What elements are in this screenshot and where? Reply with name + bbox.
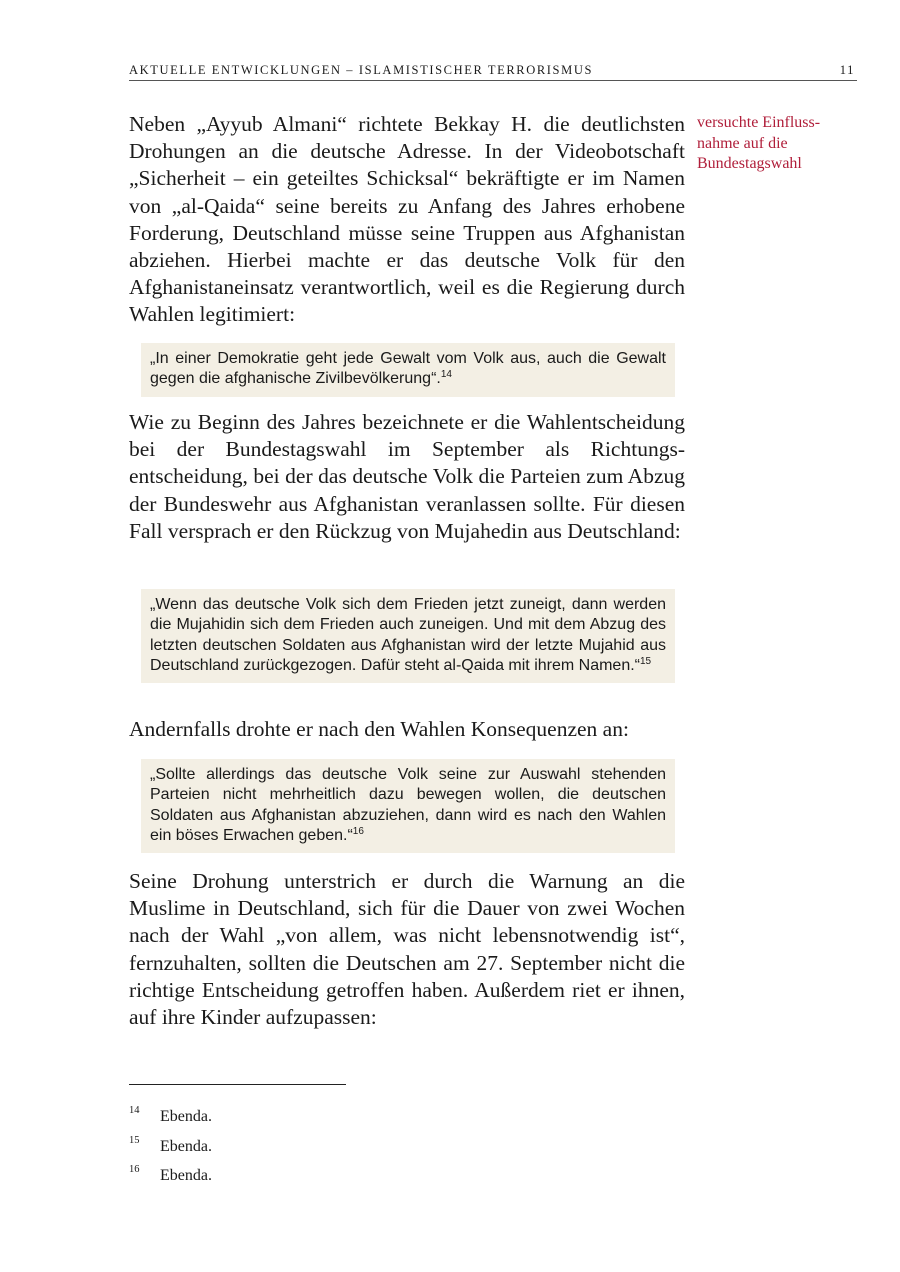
margin-note: versuchte Einfluss-nahme auf die Bundestagswahl <box>697 114 821 172</box>
quote-text: „Sollte allerdings das deutsche Volk seine zur Auswahl stehenden Parteien nicht mehrheitlich dazu bewegen wollen, die deutschen Soldaten aus Afghanistan abzuziehen, dann wird es nach den Wahlen ein böses Erwachen geben.“ <box>150 766 666 844</box>
footnote-number: 16 <box>129 1164 140 1175</box>
paragraph-text: Wie zu Beginn des Jahres bezeichnete er die Wahlentscheidung bei der Bundestagswahl im September als Richtungsentscheidung, bei der das deutsche Volk die Parteien zum Abzug der Bundeswehr aus Afghanistan veranlassen sollte. Für diesen Fall versprach er den Rückzug von Mujahedin aus Deutschland: <box>129 410 685 543</box>
paragraph-text: Seine Drohung unterstrich er durch die Warnung an die Muslime in Deutschland, sich für die Dauer von zwei Wochen nach der Wahl „von allem, was nicht lebensnotwendig ist“, fernzuhalten, sollten die Deutschen am 27. September nicht die richtige Entscheidung getroffen haben. Außerdem riet er ihnen, auf ihre Kinder aufzupassen: <box>129 869 685 1030</box>
footnote-text: Ebenda. <box>160 1108 212 1125</box>
paragraph-text: Andernfalls drohte er nach den Wahlen Konsequenzen an: <box>129 717 629 741</box>
quote-text: „Wenn das deutsche Volk sich dem Frieden jetzt zuneigt, dann werden die Mujahidin sich dem Frieden auch zuneigen. Und mit dem Abzug des letzten deutschen Soldaten aus Afghanistan wird der letzte Mujahid aus Deutschland zurückgezogen. Dafür steht al-Qaida mit ihrem Namen.“ <box>150 596 666 674</box>
paragraph-1 <box>129 111 685 329</box>
running-header <box>129 62 857 81</box>
footnote-text: Ebenda. <box>160 1167 212 1184</box>
quote-text: „In einer Demokratie geht jede Gewalt vom Volk aus, auch die Gewalt gegen die afghanische Zivilbevölkerung“. <box>150 350 666 388</box>
blockquote-2 <box>141 589 675 683</box>
blockquote-3 <box>141 759 675 853</box>
paragraph-2 <box>129 409 685 545</box>
footnote-ref[interactable]: 15 <box>640 655 652 667</box>
footnote-number: 14 <box>129 1105 140 1116</box>
paragraph-3 <box>129 716 685 743</box>
footnote-number: 15 <box>129 1135 140 1146</box>
page-number: 11 <box>839 63 855 77</box>
footnote-ref[interactable]: 14 <box>440 369 452 381</box>
paragraph-text: Neben „Ayyub Almani“ richtete Bekkay H. die deutlichsten Drohungen an die deutsche Adresse. In der Videobotschaft „Sicherheit – ein geteiltes Schicksal“ bekräftigte er im Namen von „al-Qaida“ seine bereits zu Anfang des Jahres erhobene Forderung, Deutschland müsse seine Truppen aus Afghanistan abziehen. Hierbei machte er das deutsche Volk für den Afghanistaneinsatz verantwortlich, weil es die Regierung durch Wahlen legitimiert: <box>129 112 685 327</box>
footnote-ref[interactable]: 16 <box>352 825 364 837</box>
paragraph-4 <box>129 868 685 1031</box>
footnote-text: Ebenda. <box>160 1138 212 1155</box>
header-title: AKTUELLE ENTWICKLUNGEN – ISLAMISTISCHER TERRORISMUS <box>129 63 593 77</box>
footnote-divider <box>129 1084 346 1085</box>
blockquote-1 <box>141 343 675 397</box>
